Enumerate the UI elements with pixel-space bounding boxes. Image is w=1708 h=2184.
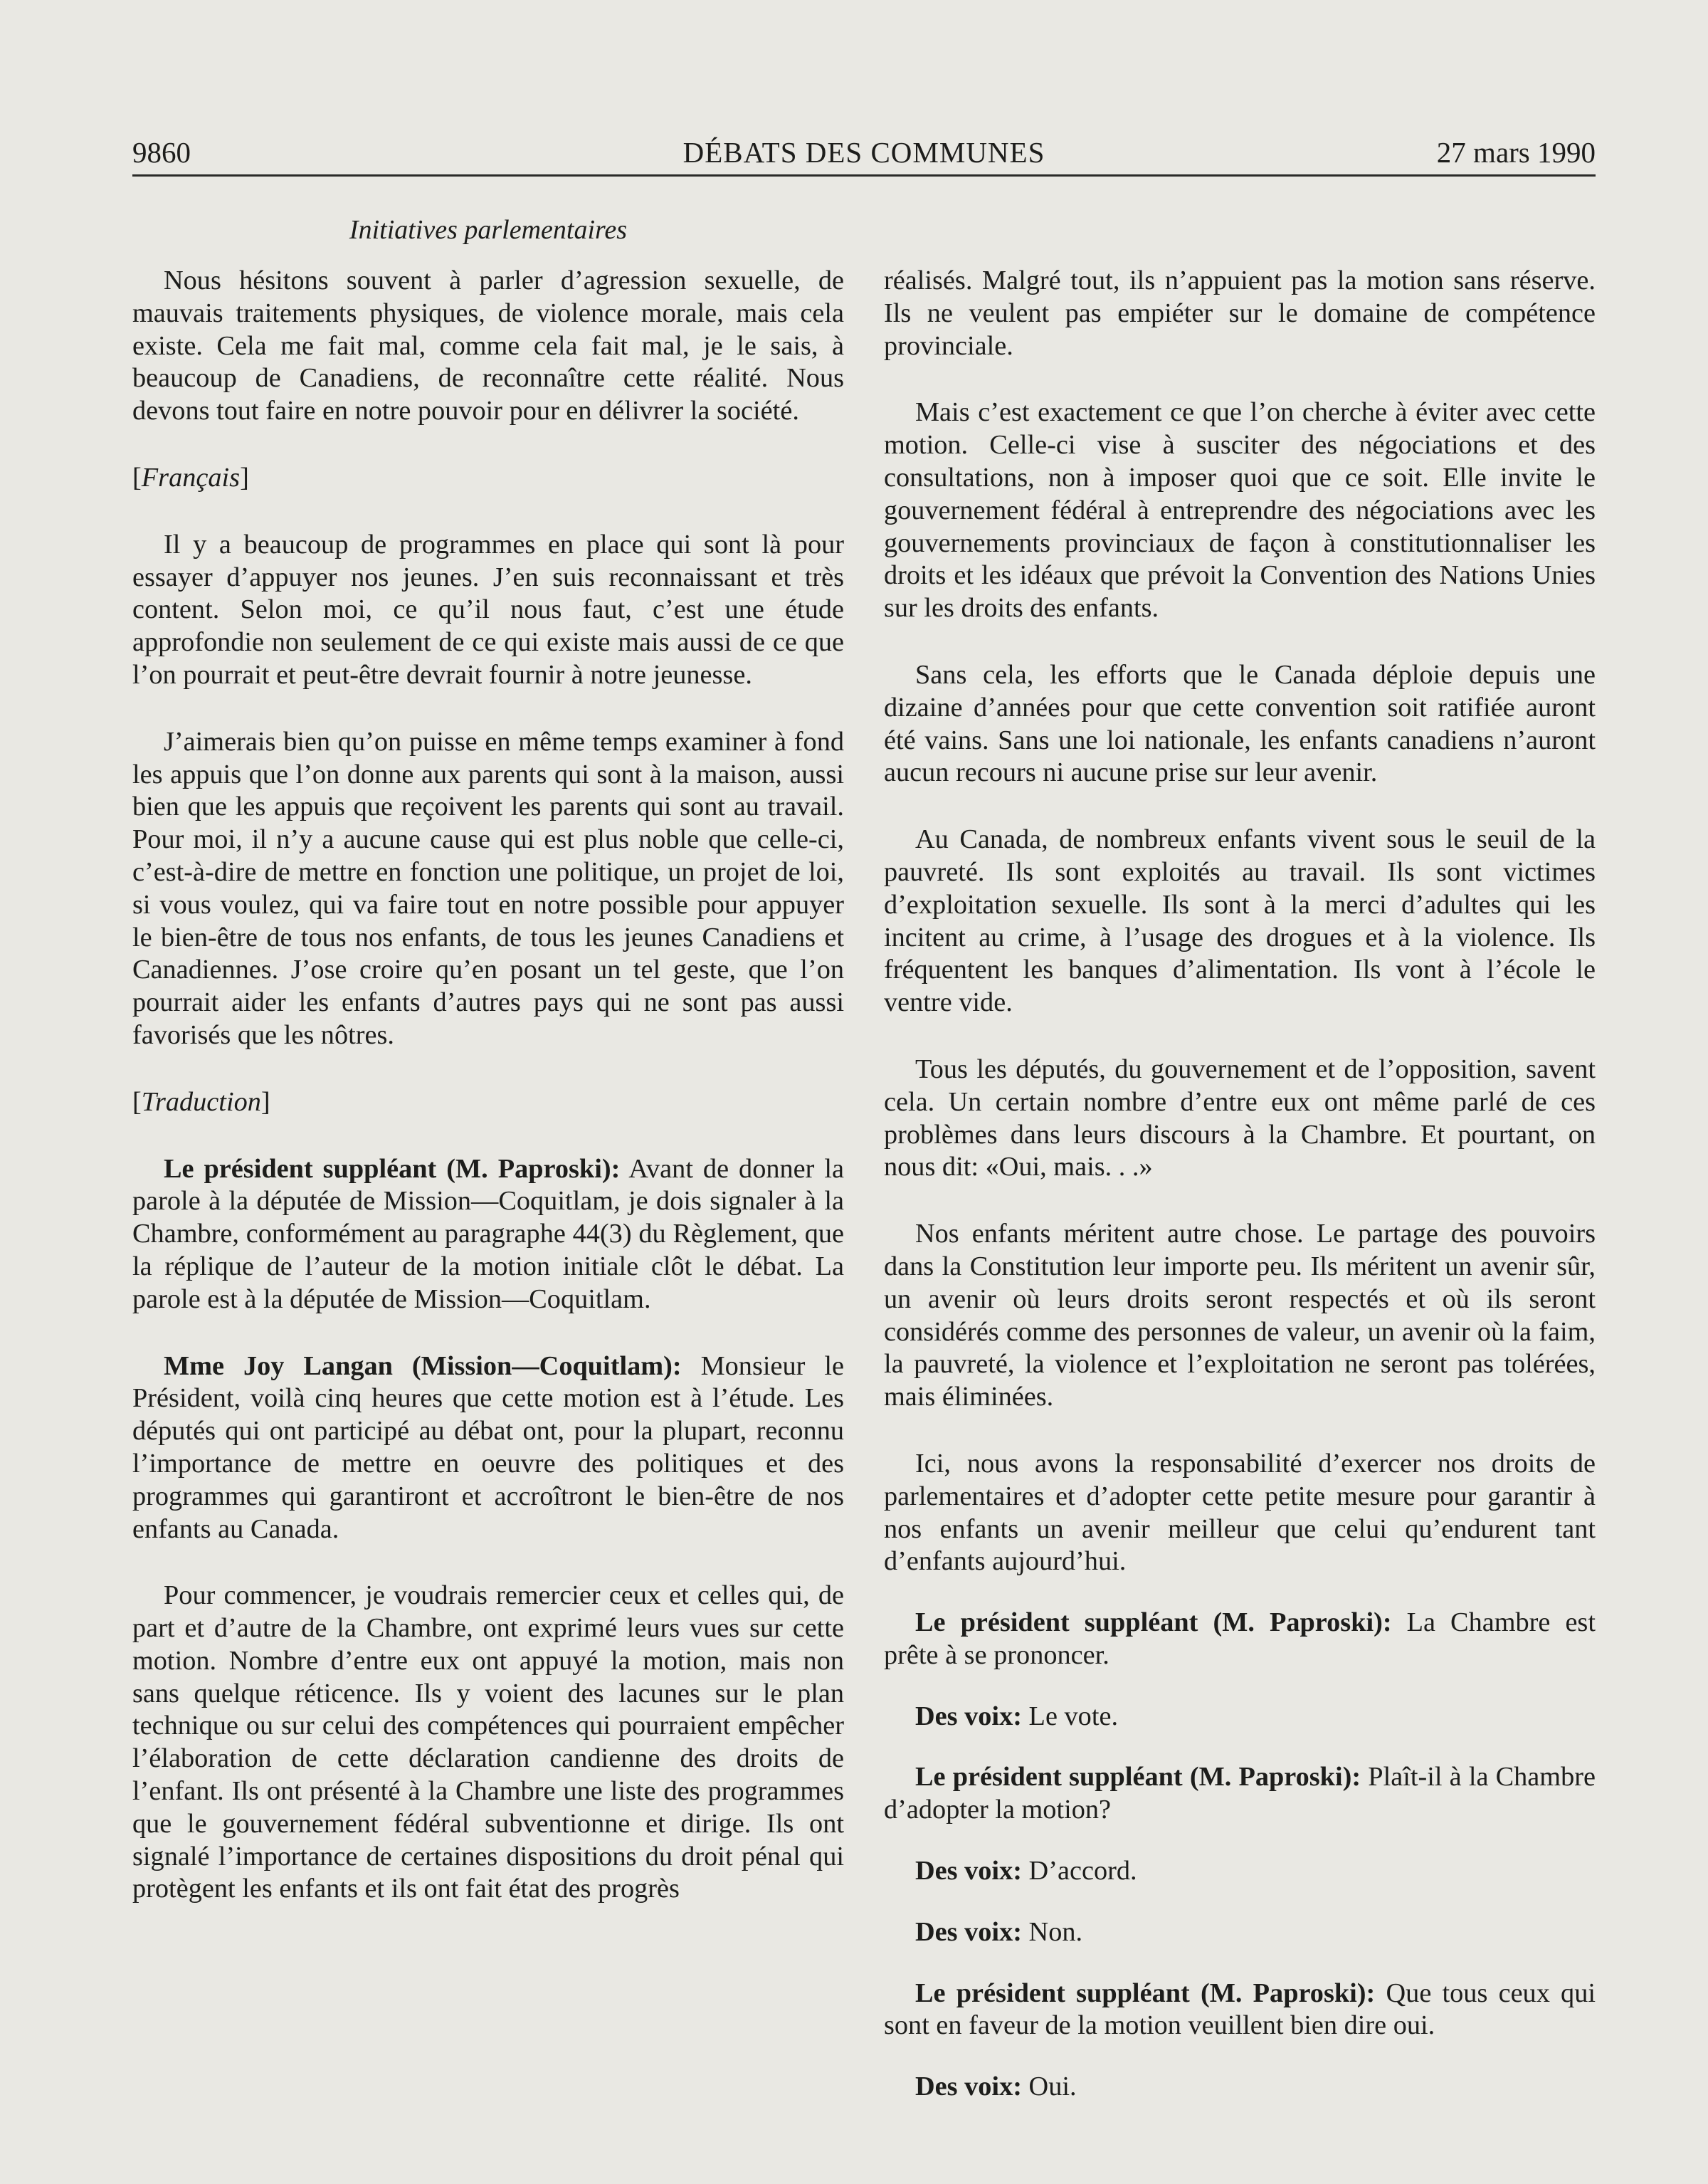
paragraph: Pour commencer, je voudrais remercier ceux et celles qui, de part et d’autre de la Chambre, ont exprimé leurs vues sur cette motion. Nombre d’entre eux ont appuyé la motion, mais non sans quelque réticence. Ils y voient des lacunes sur le plan technique ou sur celui des compétences qui pourraient empêcher l’élaboration de cette déclaration candienne des droits de l’enfant. Ils ont présenté à la Chambre une liste des programmes que le gouvernement fédéral subventionne et dirige. Ils ont signalé l’importance de certaines dispositions du droit pénal qui protègent les enfants et ils ont fait état des progrès (132, 1580, 844, 1904)
paragraph: J’aimerais bien qu’on puisse en même temps examiner à fond les appuis que l’on donne aux parents qui sont à la maison, aussi bien que les appuis que reçoivent les parents qui sont au travail. Pour moi, il n’y a aucune cause qui est plus noble que celle-ci, c’est-à-dire de mettre en fonction une politique, un projet de loi, si vous voulez, qui va faire tout en notre possible pour appuyer le bien-être de tous nos enfants, de tous les jeunes Canadiens et Canadiennes. J’ose croire qu’en posant un tel geste, que l’on pourrait aider les enfants d’autres pays qui ne sont pas aussi favorisés que les nôtres. (132, 726, 844, 1050)
header-date: 27 mars 1990 (1436, 136, 1596, 169)
header-rule (132, 174, 1596, 177)
speaker-name: Des voix: (915, 1701, 1022, 1731)
speaker-name: Le président suppléant (M. Paproski): (915, 1607, 1392, 1638)
speaker-name: Des voix: (915, 2072, 1022, 2102)
speaker-paragraph (132, 1153, 844, 1316)
paragraph: Il y a beaucoup de programmes en place qui sont là pour essayer d’appuyer nos jeunes. J’en suis reconnaissant et très content. Selon moi, ce qu’il nous faut, c’est une étude approfondie non seulement de ce qui existe mais aussi de ce que l’on pourrait et peut-être devrait fournir à notre jeunesse. (132, 529, 844, 690)
speaker-name: Le président suppléant (M. Paproski): (915, 1978, 1376, 2008)
paragraph: Sans cela, les efforts que le Canada déploie depuis une dizaine d’années pour que cette convention soit ratifiée auront été vains. Sans une loi nationale, les enfants canadiens n’auront aucun recours ni aucune prise sur leur avenir. (884, 659, 1596, 788)
speaker-name: Le président suppléant (M. Paproski): (164, 1153, 621, 1184)
language-tag: [Français] (132, 462, 249, 493)
speech-text: Plaît-il à la Chambre d’adopter la motion? (884, 1762, 1596, 1825)
paragraph: Mais c’est exactement ce que l’on cherche à éviter avec cette motion. Celle-ci vise à susciter des négociations et des consultations, non à imposer quoi que ce soit. Elle invite le gouvernement fédéral à entreprendre des négociations avec les gouvernements provinciaux de façon à constitutionnaliser les droits et les idéaux que prévoit la Convention des Nations Unies sur les droits des enfants. (884, 397, 1596, 624)
page-number: 9860 (132, 136, 191, 169)
running-header (132, 135, 1596, 171)
speech-text: Le vote. (1021, 1701, 1119, 1731)
speaker-name: Mme Joy Langan (Mission—Coquitlam): (164, 1350, 682, 1381)
speaker-name: Des voix: (915, 1856, 1022, 1886)
language-tag-text: Français (141, 462, 241, 493)
paragraph: Tous les députés, du gouvernement et de l’opposition, savent cela. Un certain nombre d’entre eux ont même parlé de ces problèmes dans leurs discours à la Chambre. Et pourtant, on nous dit: «Oui, mais. . .» (884, 1054, 1596, 1182)
speaker-paragraph (884, 1761, 1596, 1827)
language-tag-text: Traduction (141, 1086, 261, 1117)
right-column (884, 265, 1596, 2132)
left-column (132, 265, 844, 1940)
speech-text: Monsieur le Président, voilà cinq heures que cette motion est à l’étude. Les députés qui ont participé au débat ont, pour la plupart, reconnu l’importance de mettre en oeuvre des politiques et des programmes qui garantiront et accroîtront le bien-être de nos enfants au Canada. (132, 1350, 844, 1544)
speech-text: Oui. (1021, 2072, 1077, 2102)
paragraph: Au Canada, de nombreux enfants vivent sous le seuil de la pauvreté. Ils sont exploités au travail. Ils sont victimes d’exploitation sexuelle. Ils sont à la merci d’adultes qui les incitent au crime, à l’usage des drogues et à la violence. Ils fréquentent les banques d’alimentation. Ils vont à l’école le ventre vide. (884, 824, 1596, 1018)
speaker-paragraph (884, 1855, 1596, 1888)
language-tag: [Traduction] (132, 1086, 270, 1117)
speaker-name: Des voix: (915, 1916, 1022, 1947)
speaker-paragraph (884, 1701, 1596, 1733)
publication-title: DÉBATS DES COMMUNES (682, 136, 1045, 169)
speech-text: Avant de donner la parole à la députée de Mission—Coquitlam, je dois signaler à la Chambre, conformément au paragraphe 44(3) du Règlement, que la réplique de l’auteur de la motion initiale clôt le débat. La parole est à la députée de Mission—Coquitlam. (132, 1153, 844, 1314)
speaker-paragraph (884, 1916, 1596, 1949)
speaker-paragraph (884, 2071, 1596, 2104)
paragraph: Nous hésitons souvent à parler d’agression sexuelle, de mauvais traitements physiques, de violence morale, mais cela existe. Cela me fait mal, comme cela fait mal, je le sais, à beaucoup de Canadiens, de reconnaître cette réalité. Nous devons tout faire en notre pouvoir pour en délivrer la société. (132, 266, 844, 426)
speech-text: Que tous ceux qui sont en faveur de la motion veuillent bien dire oui. (884, 1978, 1596, 2041)
paragraph: Nos enfants méritent autre chose. Le partage des pouvoirs dans la Constitution leur importe peu. Ils méritent un avenir sûr, un avenir où leurs droits seront respectés et où ils seront considérés comme des personnes de valeur, un avenir où la faim, la pauvreté, la violence et l’exploitation ne seront pas tolérées, mais éliminées. (884, 1219, 1596, 1412)
paragraph: Ici, nous avons la responsabilité d’exercer nos droits de parlementaires et d’adopter cette petite mesure pour garantir à nos enfants un avenir meilleur que celui qu’endurent tant d’enfants aujourd’hui. (884, 1448, 1596, 1577)
speaker-name: Le président suppléant (M. Paproski): (915, 1762, 1361, 1792)
section-title: Initiatives parlementaires (349, 215, 628, 245)
speech-text: La Chambre est prête à se prononcer. (884, 1607, 1596, 1670)
paragraph-continued: réalisés. Malgré tout, ils n’appuient pas la motion sans réserve. Ils ne veulent pas empiéter sur le domaine de compétence provinciale. (884, 266, 1596, 361)
speech-text: Non. (1021, 1916, 1083, 1947)
speaker-paragraph (884, 1978, 1596, 2043)
speaker-paragraph (132, 1350, 844, 1546)
speaker-paragraph (884, 1607, 1596, 1672)
speech-text: D’accord. (1021, 1856, 1137, 1886)
